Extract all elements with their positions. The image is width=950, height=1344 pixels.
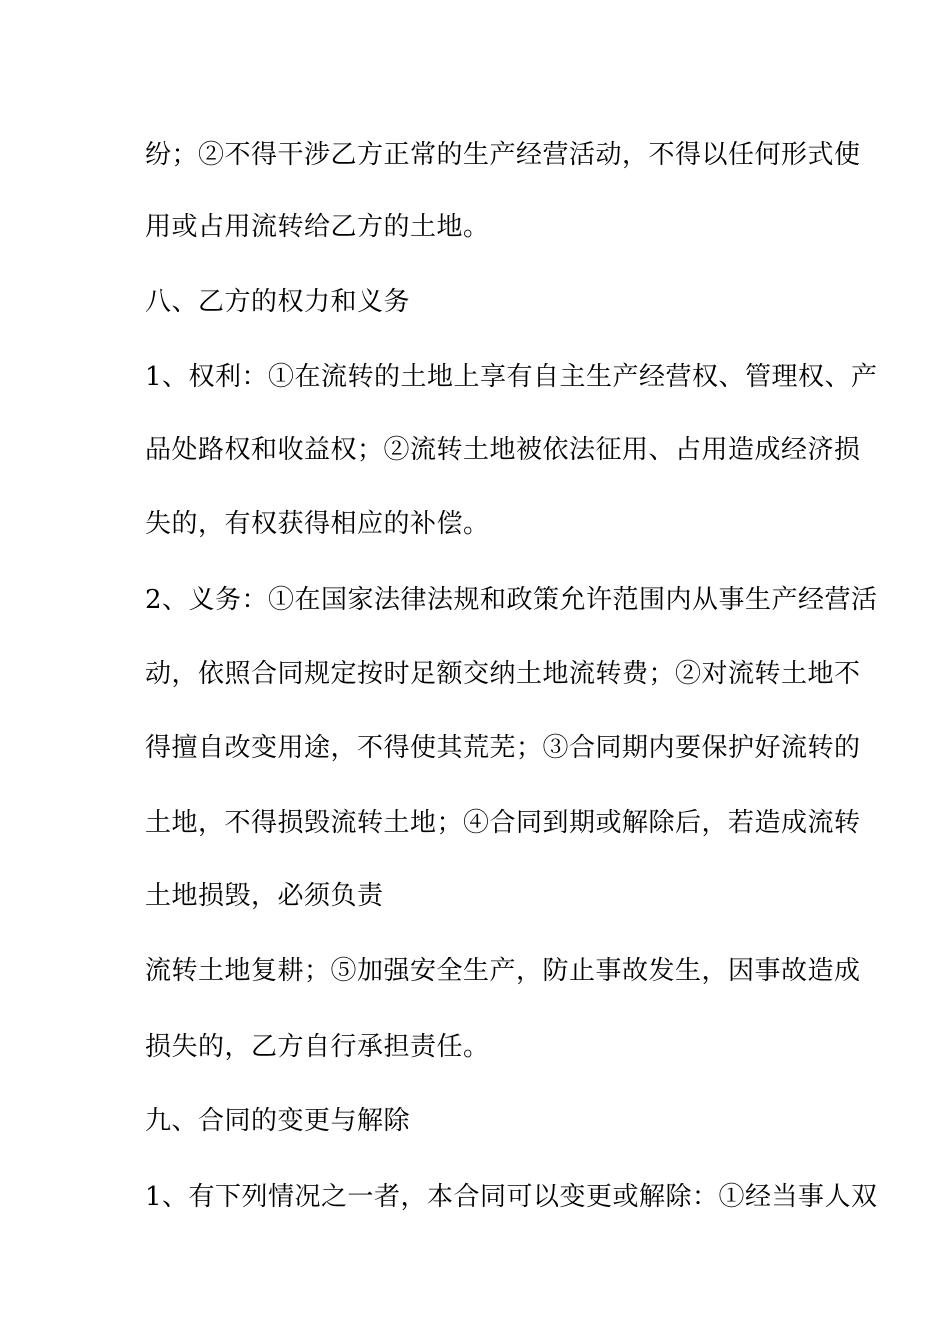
paragraph-line: 用或占用流转给乙方的土地。 [145, 212, 490, 242]
paragraph-line: 土地损毁，必须负责 [145, 881, 384, 911]
section-heading-nine: 九、合同的变更与解除 [145, 1106, 411, 1136]
paragraph-line: 失的，有权获得相应的补偿。 [145, 509, 490, 539]
section-heading-eight: 八、乙方的权力和义务 [145, 287, 411, 317]
paragraph-line: 纷；②不得干涉乙方正常的生产经营活动，不得以任何形式使 [145, 140, 861, 170]
paragraph-line: 得擅自改变用途，不得使其荒芜；③合同期内要保护好流转的 [145, 733, 861, 763]
paragraph-line: 1、权利：①在流转的土地上享有自主生产经营权、管理权、产 [145, 362, 878, 392]
paragraph-line: 1、有下列情况之一者，本合同可以变更或解除：①经当事人双 [145, 1182, 878, 1212]
paragraph-line: 土地，不得损毁流转土地；④合同到期或解除后，若造成流转 [145, 808, 861, 838]
paragraph-line: 损失的，乙方自行承担责任。 [145, 1032, 490, 1062]
paragraph-line: 2、义务：①在国家法律法规和政策允许范围内从事生产经营活 [145, 585, 878, 615]
paragraph-line: 动，依照合同规定按时足额交纳土地流转费；②对流转土地不 [145, 659, 861, 689]
paragraph-line: 流转土地复耕；⑤加强安全生产，防止事故发生，因事故造成 [145, 956, 861, 986]
paragraph-line: 品处路权和收益权；②流转土地被依法征用、占用造成经济损 [145, 435, 861, 465]
